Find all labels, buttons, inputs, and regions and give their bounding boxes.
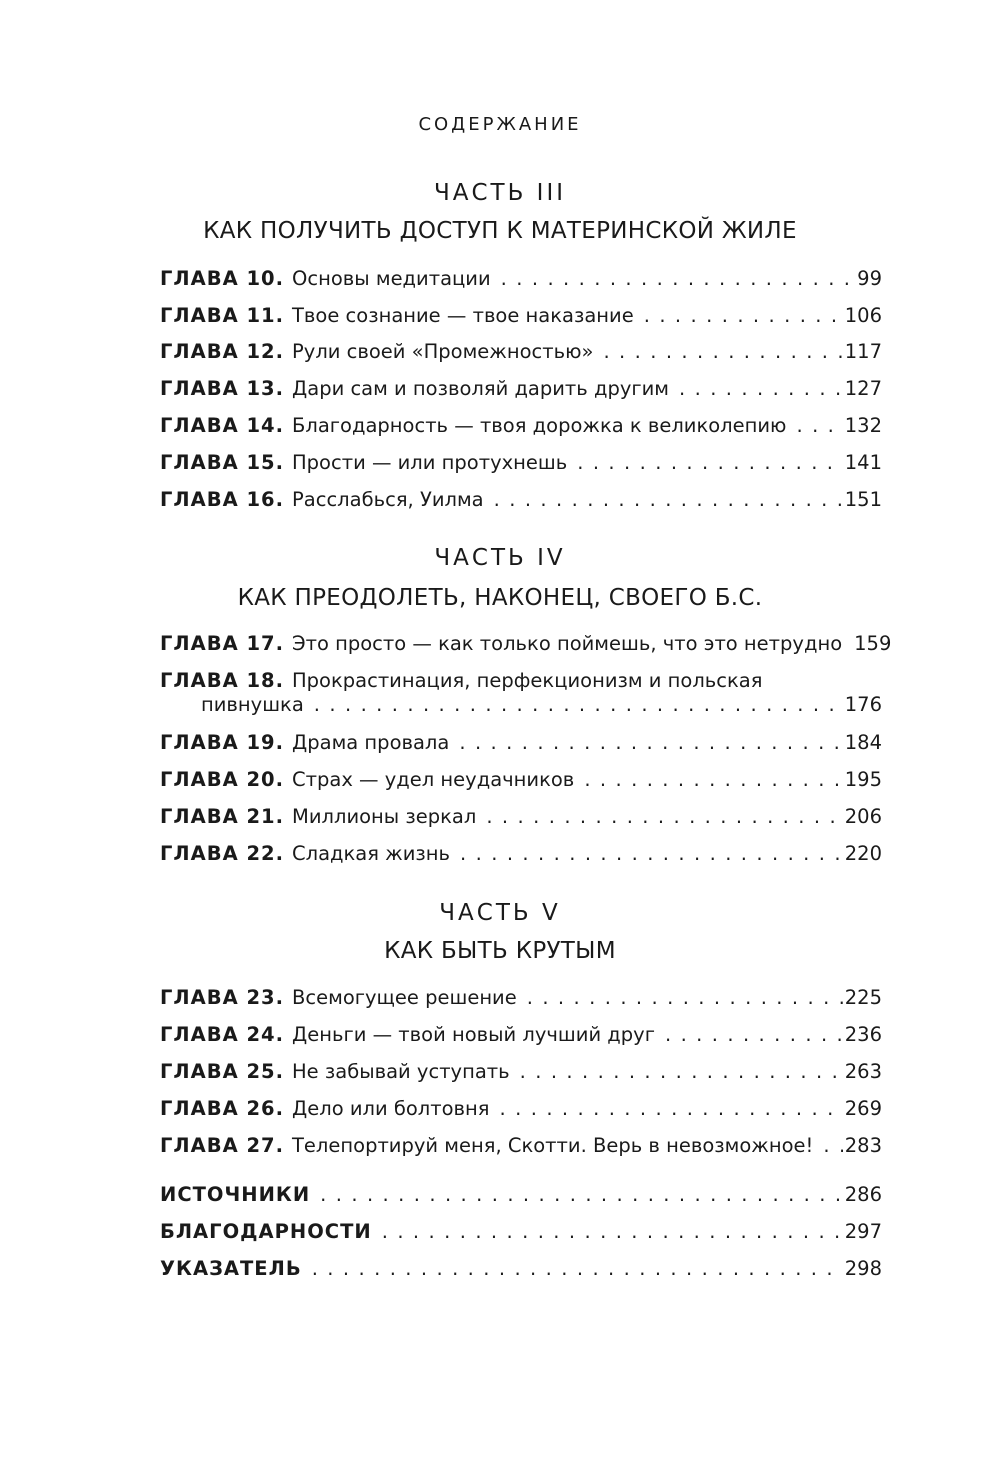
chapter-label: ГЛАВА 21. [160,805,285,828]
part-5-number: ЧАСТЬ V [439,900,561,926]
chapter-title: Страх — удел неудачников [292,768,575,791]
page-number: 184 [844,731,882,754]
page-number: 298 [844,1257,882,1280]
chapter-title: Телепортируй меня, Скотти. Верь в невозможное! [292,1134,814,1157]
dot-leader [603,340,842,364]
chapter-label: ГЛАВА 22. [160,842,285,865]
toc-entry-chapter-13[interactable] [160,377,882,401]
toc-entry-chapter-19[interactable] [160,731,882,755]
dot-leader [320,1183,843,1207]
chapter-label: ГЛАВА 24. [160,1023,285,1046]
page-number: 127 [844,377,882,400]
page-number: 269 [844,1097,882,1120]
dot-leader [314,693,843,717]
page-number: 106 [844,304,882,327]
chapter-label: ГЛАВА 19. [160,731,285,754]
chapter-label: ГЛАВА 12. [160,340,285,363]
dot-leader [460,842,843,866]
chapter-label: ГЛАВА 11. [160,304,285,327]
toc-entry-chapter-22[interactable] [160,842,882,866]
dot-leader [312,1257,843,1281]
part-4-title: КАК ПРЕОДОЛЕТЬ, НАКОНЕЦ, СВОЕГО Б.С. [237,585,763,611]
chapter-title: Это просто — как только поймешь, что это нетрудно [292,632,843,655]
chapter-title: Сладкая жизнь [292,842,451,865]
chapter-title: Деньги — твой новый лучший друг [292,1023,655,1046]
page-number: 283 [844,1134,882,1157]
chapter-label: ГЛАВА 17. [160,632,285,655]
chapter-title: Прокрастинация, перфекционизм и польская [292,669,763,692]
page-number: 176 [844,693,882,716]
chapter-title: Прости — или протухнешь [292,451,568,474]
chapter-title: Дари сам и позволяй дарить другим [292,377,669,400]
page-number: 99 [857,267,882,290]
chapter-label: ГЛАВА 27. [160,1134,285,1157]
chapter-label: ГЛАВА 10. [160,267,285,290]
dot-leader [501,267,856,291]
dot-leader [494,488,843,512]
toc-entry-chapter-21[interactable] [160,805,882,829]
dot-leader [382,1220,843,1244]
chapter-title: Миллионы зеркал [292,805,477,828]
chapter-label: ГЛАВА 26. [160,1097,285,1120]
back-matter-label: УКАЗАТЕЛЬ [160,1257,302,1280]
toc-entry-chapter-11[interactable] [160,304,882,328]
page-number: 297 [844,1220,882,1243]
page-number: 141 [844,451,882,474]
chapter-title: Благодарность — твоя дорожка к великолепию [292,414,787,437]
dot-leader [584,768,842,792]
back-matter-label: ИСТОЧНИКИ [160,1183,311,1206]
toc-entry-chapter-17[interactable] [160,632,892,656]
back-matter-label: БЛАГОДАРНОСТИ [160,1220,372,1243]
toc-entry-chapter-12[interactable] [160,340,882,364]
dot-leader [644,304,843,328]
dot-leader [823,1134,842,1158]
dot-leader [796,414,842,438]
dot-leader [527,986,843,1010]
toc-entry-chapter-26[interactable] [160,1097,882,1121]
chapter-title: Расслабься, Уилма [292,488,484,511]
page-number: 263 [844,1060,882,1083]
page-number: 206 [844,805,882,828]
part-3-number: ЧАСТЬ III [433,180,567,206]
dot-leader [679,377,843,401]
page-number: 195 [844,768,882,791]
chapter-label: ГЛАВА 20. [160,768,285,791]
chapter-title: Драма провала [292,731,450,754]
toc-entry-acknowledgements[interactable] [160,1220,882,1244]
chapter-title: Дело или болтовня [292,1097,490,1120]
chapter-label: ГЛАВА 25. [160,1060,285,1083]
toc-entry-chapter-27[interactable] [160,1134,882,1158]
part-5-title: КАК БЫТЬ КРУТЫМ [384,938,616,964]
dot-leader [500,1097,843,1121]
page-number: 117 [844,340,882,363]
toc-entry-chapter-14[interactable] [160,414,882,438]
chapter-title: Твое сознание — твое наказание [292,304,634,327]
toc-entry-chapter-24[interactable] [160,1023,882,1047]
chapter-label: ГЛАВА 18. [160,669,285,692]
chapter-title: Основы медитации [292,267,491,290]
chapter-title-continuation: пивнушка [201,693,304,716]
page-number: 236 [844,1023,882,1046]
page-number: 286 [844,1183,882,1206]
page-number: 132 [844,414,882,437]
part-4-number: ЧАСТЬ IV [434,545,566,571]
toc-entry-chapter-25[interactable] [160,1060,882,1084]
dot-leader [665,1023,843,1047]
running-head: СОДЕРЖАНИЕ [418,114,582,135]
toc-entry-chapter-20[interactable] [160,768,882,792]
dot-leader [577,451,843,475]
toc-entry-chapter-15[interactable] [160,451,882,475]
toc-entry-sources[interactable] [160,1183,882,1207]
chapter-label: ГЛАВА 14. [160,414,285,437]
toc-entry-chapter-23[interactable] [160,986,882,1010]
chapter-title: Рули своей «Промежностью» [292,340,594,363]
page-number: 220 [844,842,882,865]
toc-entry-chapter-10[interactable] [160,267,882,291]
page-number: 159 [854,632,892,655]
dot-leader [520,1060,843,1084]
dot-leader [459,731,842,755]
page-number: 151 [844,488,882,511]
chapter-label: ГЛАВА 16. [160,488,285,511]
toc-entry-chapter-18[interactable] [160,669,882,717]
chapter-label: ГЛАВА 23. [160,986,285,1009]
toc-entry-chapter-16[interactable] [160,488,882,512]
toc-entry-index[interactable] [160,1257,882,1281]
chapter-label: ГЛАВА 15. [160,451,285,474]
chapter-title: Всемогущее решение [292,986,517,1009]
dot-leader [486,805,842,829]
part-3-title: КАК ПОЛУЧИТЬ ДОСТУП К МАТЕРИНСКОЙ ЖИЛЕ [203,218,797,244]
chapter-label: ГЛАВА 13. [160,377,285,400]
chapter-title: Не забывай уступать [292,1060,510,1083]
page-number: 225 [844,986,882,1009]
